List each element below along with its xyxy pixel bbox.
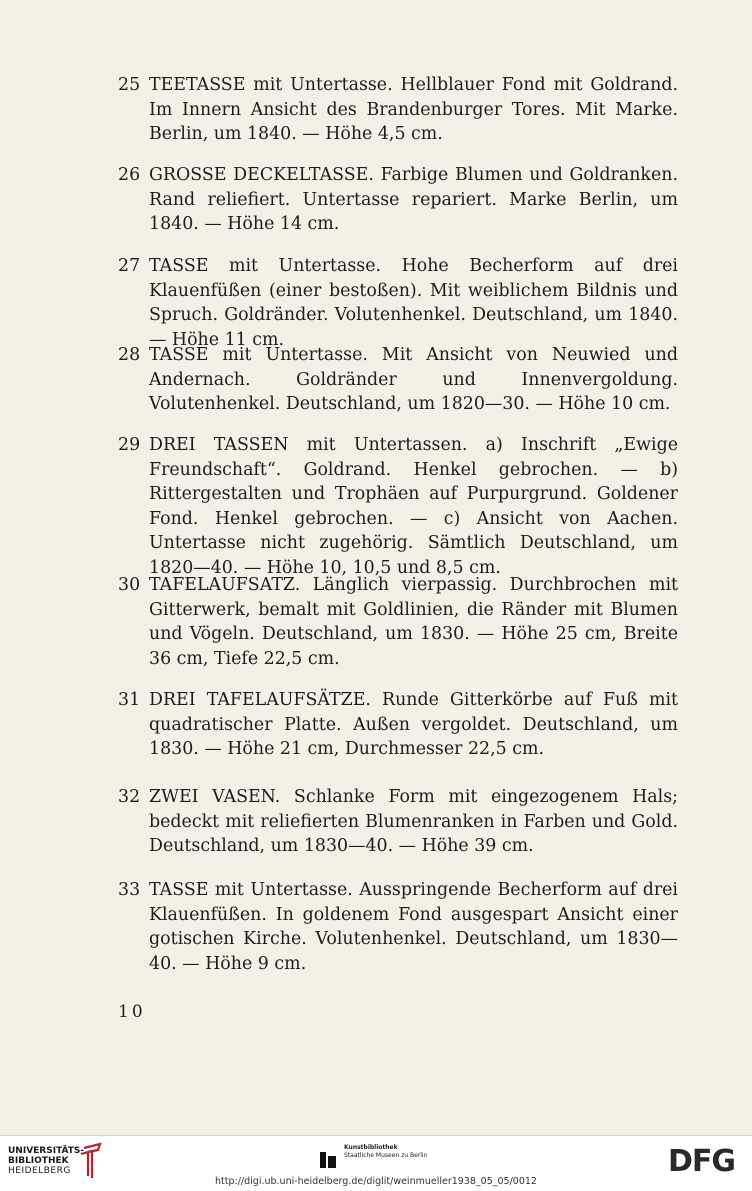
dfg-logo[interactable]: DFG	[668, 1144, 736, 1179]
entry-number: 27	[118, 256, 141, 276]
entry-text: DREI TAFELAUFSÄTZE. Runde Gitterkörbe auf Fuß mit quadratischer Platte. Außen vergoldet. Deutschland, um 1830. — Höhe 21 cm, Durchmesser 22,5 cm.	[149, 690, 678, 759]
catalog-entry-28	[118, 343, 678, 417]
entry-text: GROSSE DECKELTASSE. Farbige Blumen und Goldranken. Rand reliefiert. Untertasse repariert. Marke Berlin, um 1840. — Höhe 14 cm.	[149, 165, 678, 234]
ub-logo-line2: BIBLIOTHEK	[8, 1156, 69, 1166]
entry-text: DREI TASSEN mit Untertassen. a) Inschrift „Ewige Freundschaft“. Goldrand. Henkel gebrochen. — b) Rittergestalten und Trophäen auf Purpurgrund. Goldener Fond. Henkel gebrochen. — c) Ansicht von Aachen. Untertasse nicht zugehörig. Sämtlich Deutschland, um 1820—40. — Höhe 10, 10,5 und 8,5 cm.	[149, 435, 678, 578]
entry-text: TASSE mit Untertasse. Hohe Becherform auf drei Klauenfüßen (einer bestoßen). Mit weiblichem Bildnis und Spruch. Goldränder. Volutenhenkel. Deutschland, um 1840. — Höhe 11 cm.	[149, 256, 678, 350]
ub-logo-line3: HEIDELBERG	[8, 1166, 71, 1176]
catalog-entry-30	[118, 573, 678, 671]
entry-text: TASSE mit Untertasse. Ausspringende Becherform auf drei Klauenfüßen. In goldenem Fond ausgespart Ansicht einer gotischen Kirche. Volutenhenkel. Deutschland, um 1830—40. — Höhe 9 cm.	[149, 880, 678, 974]
kunstbibliothek-label	[344, 1144, 427, 1160]
catalog-entry-26	[118, 163, 678, 237]
kunstbibliothek-subtitle: Staatliche Museen zu Berlin	[344, 1152, 428, 1159]
entry-number: 31	[118, 690, 141, 710]
catalog-entry-29	[118, 433, 678, 580]
catalog-entry-31	[118, 688, 678, 762]
ub-heidelberg-logo[interactable]	[8, 1146, 84, 1176]
entry-text: TAFELAUFSATZ. Länglich vierpassig. Durchbrochen mit Gitterwerk, bemalt mit Goldlinien, die Ränder mit Blumen und Vögeln. Deutschland, um 1830. — Höhe 25 cm, Breite 36 cm, Tiefe 22,5 cm.	[149, 575, 678, 669]
kunstbibliothek-logo-icon	[318, 1150, 338, 1170]
entry-number: 25	[118, 75, 141, 95]
catalog-entry-27	[118, 254, 678, 352]
entry-number: 33	[118, 880, 141, 900]
entry-text: TASSE mit Untertasse. Mit Ansicht von Neuwied und Andernach. Goldränder und Innenvergoldung. Volutenhenkel. Deutschland, um 1820—30. — Höhe 10 cm.	[149, 345, 678, 414]
entry-number: 30	[118, 575, 141, 595]
entry-text: ZWEI VASEN. Schlanke Form mit eingezogenem Hals; bedeckt mit reliefierten Blumenranken in Farben und Gold. Deutschland, um 1830—40. — Höhe 39 cm.	[149, 787, 678, 856]
entry-number: 28	[118, 345, 141, 365]
catalog-entry-25	[118, 73, 678, 147]
entry-text: TEETASSE mit Untertasse. Hellblauer Fond mit Goldrand. Im Innern Ansicht des Brandenburger Tores. Mit Marke. Berlin, um 1840. — Höhe 4,5 cm.	[149, 75, 678, 144]
ub-logo-line1: UNIVERSITÄTS-	[8, 1146, 85, 1156]
entry-number: 29	[118, 435, 141, 455]
catalog-entry-32	[118, 785, 678, 859]
digitization-footer	[0, 1135, 752, 1191]
kunstbibliothek-name: Kunstbibliothek	[344, 1144, 398, 1151]
catalog-entry-33	[118, 878, 678, 976]
entry-number: 32	[118, 787, 141, 807]
entry-number: 26	[118, 165, 141, 185]
page-number: 10	[118, 1002, 146, 1022]
ub-heidelberg-emblem-icon	[78, 1142, 104, 1180]
permalink-url[interactable]: http://digi.ub.uni-heidelberg.de/diglit/weinmueller1938_05_05/0012	[215, 1176, 537, 1187]
